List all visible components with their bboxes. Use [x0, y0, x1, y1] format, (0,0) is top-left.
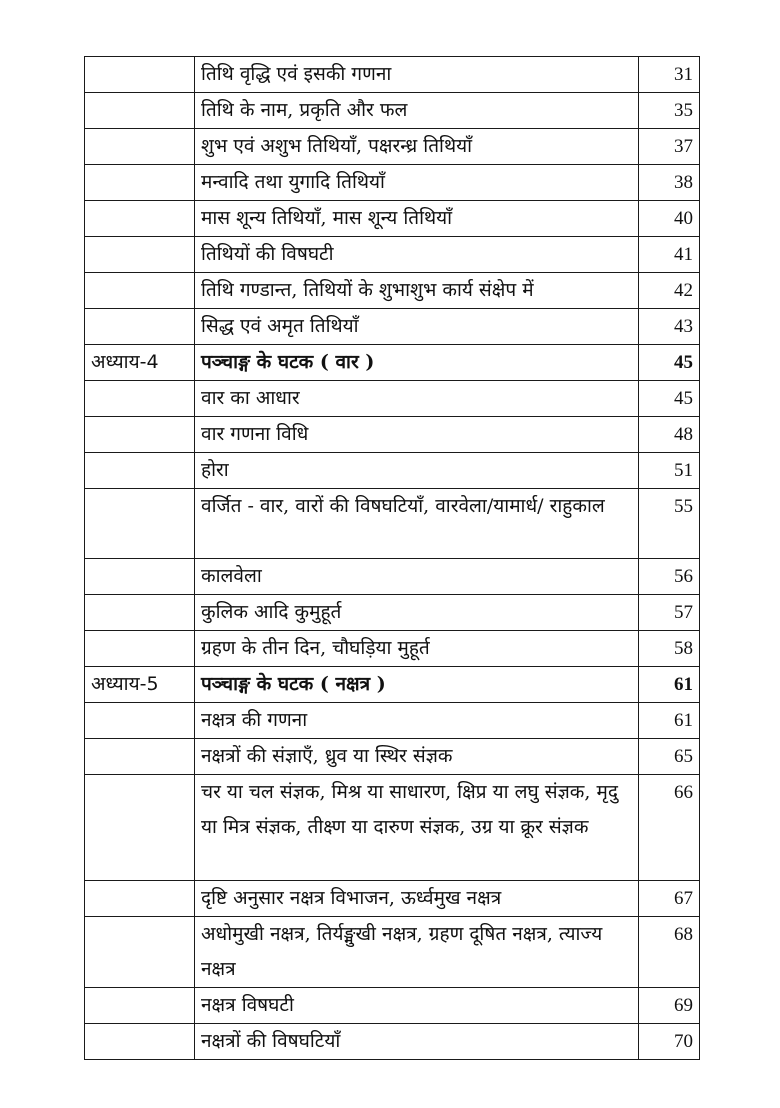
toc-row [85, 93, 700, 129]
toc-row [85, 381, 700, 417]
toc-row [85, 559, 700, 595]
chapter-cell [85, 988, 195, 1024]
topic-title: ग्रहण के तीन दिन, चौघड़िया मुहूर्त [195, 631, 639, 667]
topic-title: नक्षत्र विषघटी [195, 988, 639, 1024]
toc-row [85, 237, 700, 273]
topic-title: कालवेला [195, 559, 639, 595]
page-number: 55 [639, 489, 700, 559]
page-number: 45 [639, 345, 700, 381]
toc-row [85, 453, 700, 489]
toc-row [85, 881, 700, 917]
topic-title: पञ्चाङ्ग के घटक ( नक्षत्र ) [195, 667, 639, 703]
toc-row [85, 309, 700, 345]
chapter-cell [85, 381, 195, 417]
chapter-cell [85, 631, 195, 667]
toc-row [85, 988, 700, 1024]
chapter-cell [85, 453, 195, 489]
chapter-cell [85, 703, 195, 739]
chapter-cell [85, 595, 195, 631]
chapter-cell: अध्याय-4 [85, 345, 195, 381]
page-number: 65 [639, 739, 700, 775]
toc-row [85, 417, 700, 453]
topic-title: कुलिक आदि कुमुहूर्त [195, 595, 639, 631]
topic-title: अधोमुखी नक्षत्र, तिर्यङ्मुखी नक्षत्र, ग्रहण दूषित नक्षत्र, त्याज्य नक्षत्र [195, 917, 639, 988]
topic-title: नक्षत्र की गणना [195, 703, 639, 739]
chapter-cell [85, 165, 195, 201]
page-number: 56 [639, 559, 700, 595]
toc-row [85, 917, 700, 988]
topic-title: शुभ एवं अशुभ तिथियाँ, पक्षरन्ध्र तिथियाँ [195, 129, 639, 165]
page-number: 67 [639, 881, 700, 917]
chapter-cell [85, 917, 195, 988]
toc-row [85, 57, 700, 93]
chapter-cell [85, 309, 195, 345]
page-number: 70 [639, 1024, 700, 1060]
topic-title: पञ्चाङ्ग के घटक ( वार ) [195, 345, 639, 381]
chapter-cell: अध्याय-5 [85, 667, 195, 703]
topic-title: तिथि वृद्धि एवं इसकी गणना [195, 57, 639, 93]
chapter-cell [85, 93, 195, 129]
page-number: 40 [639, 201, 700, 237]
chapter-cell [85, 237, 195, 273]
page-number: 45 [639, 381, 700, 417]
chapter-cell [85, 881, 195, 917]
topic-title: चर या चल संज्ञक, मिश्र या साधारण, क्षिप्र या लघु संज्ञक, मृदु या मित्र संज्ञक, तीक्ष्ण या दारुण संज्ञक, उग्र या क्रूर संज्ञक [195, 775, 639, 881]
toc-row [85, 201, 700, 237]
toc-row [85, 703, 700, 739]
toc-body [85, 57, 700, 1060]
page-number: 42 [639, 273, 700, 309]
toc-row [85, 1024, 700, 1060]
toc-row [85, 345, 700, 381]
chapter-cell [85, 559, 195, 595]
topic-title: तिथियों की विषघटी [195, 237, 639, 273]
topic-title: सिद्ध एवं अमृत तिथियाँ [195, 309, 639, 345]
table-of-contents [84, 56, 700, 1060]
chapter-cell [85, 273, 195, 309]
page-number: 31 [639, 57, 700, 93]
page-number: 61 [639, 703, 700, 739]
toc-row [85, 631, 700, 667]
chapter-cell [85, 57, 195, 93]
chapter-cell [85, 1024, 195, 1060]
chapter-cell [85, 129, 195, 165]
toc-row [85, 129, 700, 165]
topic-title: वार का आधार [195, 381, 639, 417]
topic-title: वार गणना विधि [195, 417, 639, 453]
page-number: 43 [639, 309, 700, 345]
page-number: 48 [639, 417, 700, 453]
topic-title: दृष्टि अनुसार नक्षत्र विभाजन, ऊर्ध्वमुख नक्षत्र [195, 881, 639, 917]
chapter-cell [85, 201, 195, 237]
toc-row [85, 489, 700, 559]
topic-title: तिथि गण्डान्त, तिथियों के शुभाशुभ कार्य संक्षेप में [195, 273, 639, 309]
toc-row [85, 775, 700, 881]
page-number: 51 [639, 453, 700, 489]
topic-title: नक्षत्रों की संज्ञाएँ, ध्रुव या स्थिर संज्ञक [195, 739, 639, 775]
page-number: 38 [639, 165, 700, 201]
chapter-cell [85, 739, 195, 775]
page-number: 61 [639, 667, 700, 703]
toc-row [85, 739, 700, 775]
toc-row [85, 165, 700, 201]
page-number: 35 [639, 93, 700, 129]
chapter-cell [85, 417, 195, 453]
topic-title: मन्वादि तथा युगादि तिथियाँ [195, 165, 639, 201]
chapter-cell [85, 775, 195, 881]
topic-title: तिथि के नाम, प्रकृति और फल [195, 93, 639, 129]
toc-row [85, 595, 700, 631]
topic-title: नक्षत्रों की विषघटियाँ [195, 1024, 639, 1060]
topic-title: मास शून्य तिथियाँ, मास शून्य तिथियाँ [195, 201, 639, 237]
page-number: 58 [639, 631, 700, 667]
toc-row [85, 667, 700, 703]
topic-title: वर्जित - वार, वारों की विषघटियाँ, वारवेला/यामार्ध/ राहुकाल [195, 489, 639, 559]
chapter-cell [85, 489, 195, 559]
page-number: 69 [639, 988, 700, 1024]
toc-row [85, 273, 700, 309]
page-number: 37 [639, 129, 700, 165]
page-number: 57 [639, 595, 700, 631]
page-number: 41 [639, 237, 700, 273]
page-number: 66 [639, 775, 700, 881]
page-number: 68 [639, 917, 700, 988]
topic-title: होरा [195, 453, 639, 489]
